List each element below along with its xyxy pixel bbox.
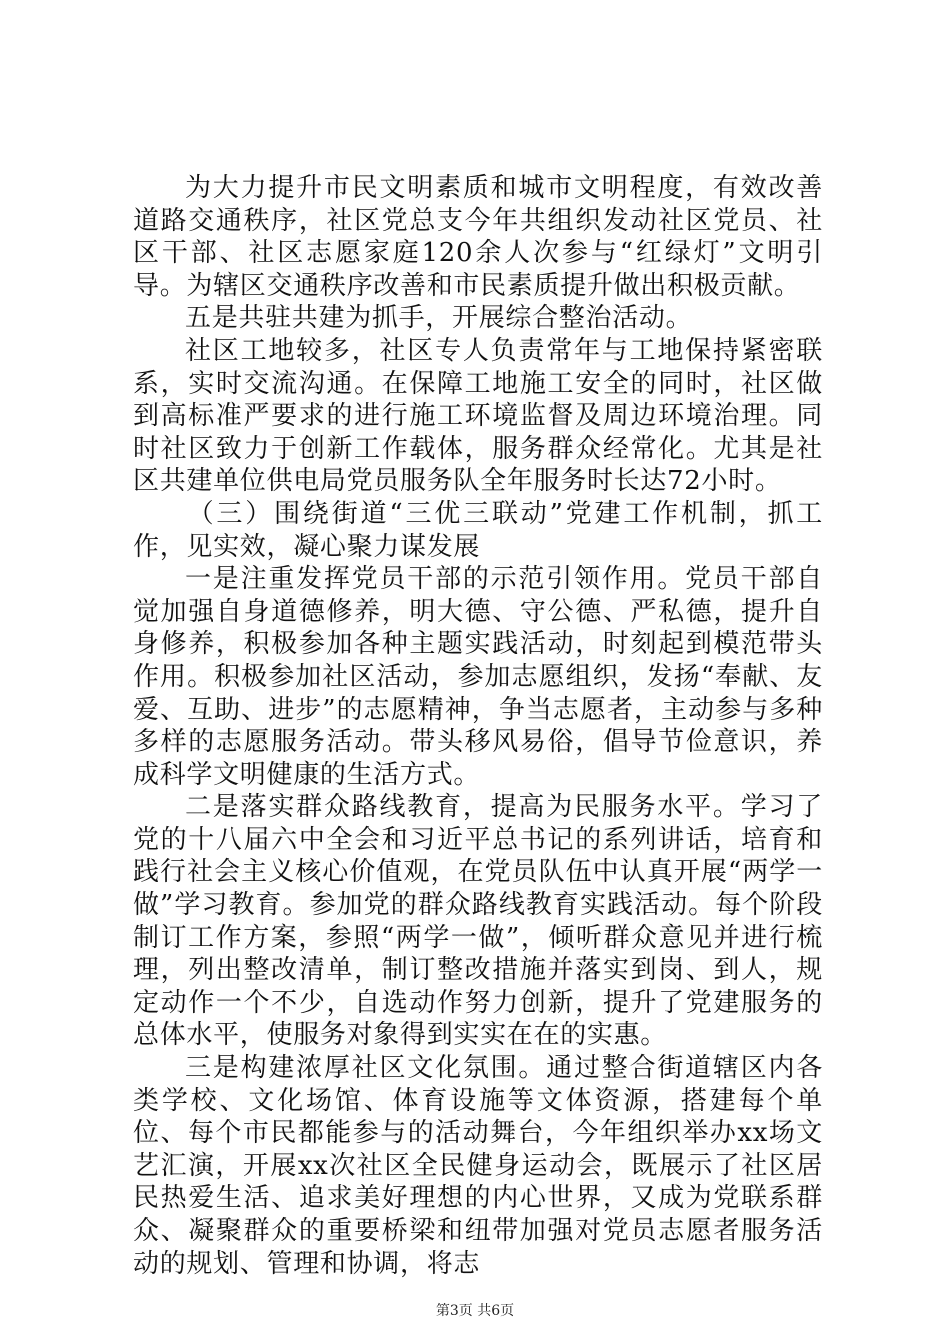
paragraph-mass-line-education: 二是落实群众路线教育，提高为民服务水平。学习了党的十八届六中全会和习近平总书记的系列讲话，培育和践行社会主义核心价值观，在党员队伍中认真开展“两学一做”学习教育。参加党的群众路线教育实践活动。每个阶段制订工作方案，参照“两学一做”，倾听群众意见并进行梳理，列出整改清单，制订整改措施并落实到岗、到人，规定动作一个不少，自选动作努力创新，提升了党建服务的总体水平，使服务对象得到实实在在的实惠。 xyxy=(133,792,823,1051)
paragraph-community-culture: 三是构建浓厚社区文化氛围。通过整合街道辖区内各类学校、文化场馆、体育设施等文体资源，搭建每个单位、每个市民都能参与的活动舞台，今年组织举办xx场文艺汇演，开展xx次社区全民健身运动会，既展示了社区居民热爱生活、追求美好理想的内心世界，又成为党联系群众、凝聚群众的重要桥梁和纽带加强对党员志愿者服务活动的规划、管理和协调，将志 xyxy=(133,1053,823,1279)
paragraph-construction-sites: 社区工地较多，社区专人负责常年与工地保持紧密联系，实时交流沟通。在保障工地施工安全的同时，社区做到高标准严要求的进行施工环境监督及周边环境治理。同时社区致力于创新工作载体，服务群众经常化。尤其是社区共建单位供电局党员服务队全年服务时长达72小时。 xyxy=(133,335,823,497)
document-body xyxy=(133,172,823,1280)
paragraph-co-building-heading: 五是共驻共建为抓手，开展综合整治活动。 xyxy=(185,303,693,334)
paragraph-party-members-role: 一是注重发挥党员干部的示范引领作用。党员干部自觉加强自身道德修养，明大德、守公德、严私德，提升自身修养，积极参加各种主题实践活动，时刻起到模范带头作用。积极参加社区活动，参加志愿组织，发扬“奉献、友爱、互助、进步”的志愿精神，争当志愿者，主动参与多种多样的志愿服务活动。带头移风易俗，倡导节俭意识，养成科学文明健康的生活方式。 xyxy=(133,564,823,790)
page-number-footer: 第3页 共6页 xyxy=(435,1303,515,1319)
section-heading-three: （三）围绕街道“三优三联动”党建工作机制，抓工作，见实效，凝心聚力谋发展 xyxy=(133,498,823,562)
paragraph-traffic-guidance: 为大力提升市民文明素质和城市文明程度，有效改善道路交通秩序，社区党总支今年共组织发动社区党员、社区干部、社区志愿家庭120余人次参与“红绿灯”文明引导。为辖区交通秩序改善和市民素质提升做出积极贡献。 xyxy=(133,173,823,301)
